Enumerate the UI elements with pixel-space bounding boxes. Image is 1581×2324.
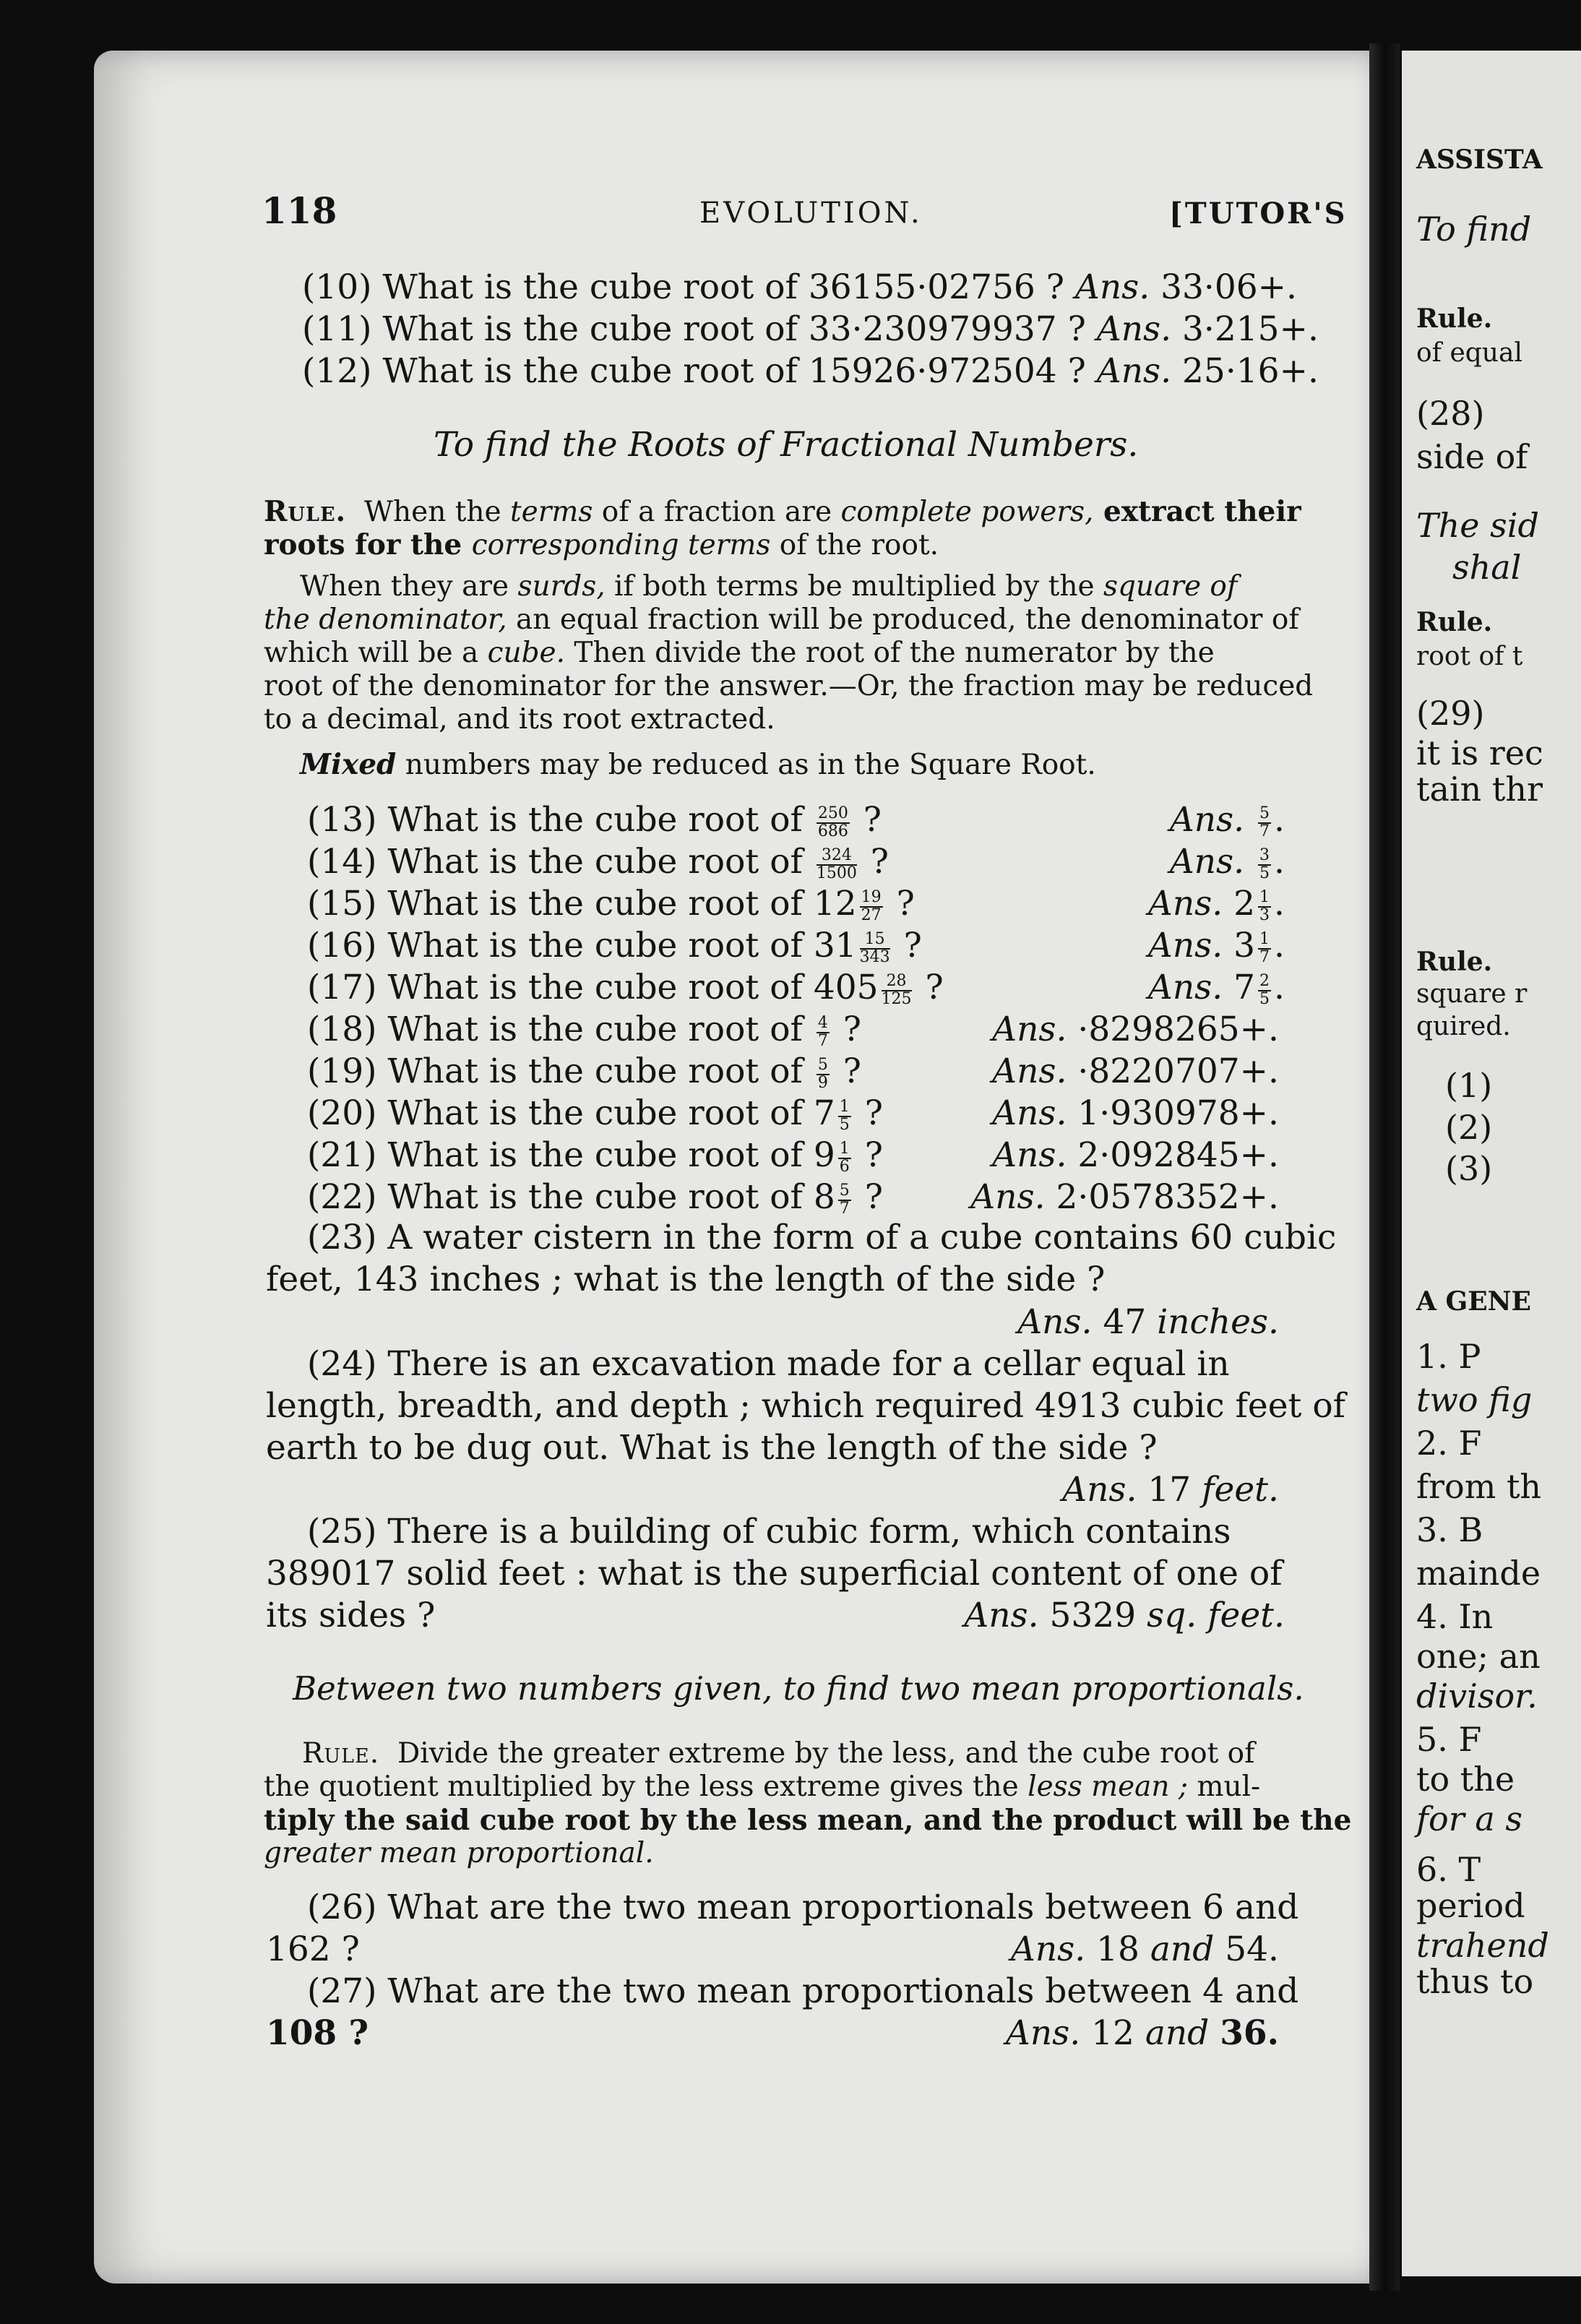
rule2-line-1: Rule. Divide the greater extreme by the less, and the cube root of [302, 1737, 1255, 1770]
problem-row: (16) What is the cube root of 31 $\frac{15}{343}$ ? [307, 926, 922, 966]
rule2-line-2: the quotient multiplied by the less extreme gives the less mean ; mul- [264, 1770, 1261, 1803]
right-page-line: for a s [1416, 1799, 1522, 1838]
answer: Ans. 1·930978+. [992, 1093, 1279, 1133]
right-page-line: thus to [1416, 1962, 1534, 2001]
right-page-line: Rule. [1416, 947, 1493, 977]
right-page-line: it is rec [1416, 733, 1543, 772]
answer: Ans. 2 $\frac{1}{3}$ . [1147, 884, 1285, 924]
problem-24-answer: Ans. 17 feet. [1062, 1470, 1279, 1510]
right-page-line: from th [1416, 1467, 1542, 1506]
book-page-right-cropped [1402, 51, 1581, 2276]
fraction: $\frac{1}{6}$ [839, 1139, 850, 1176]
rule2-line-3: tiply the said cube root by the less mean, and the product will be the [264, 1804, 1352, 1837]
right-page-line: quired. [1416, 1012, 1511, 1041]
fraction: $\frac{324}{1500}$ [816, 845, 857, 882]
section-title-mean-proportionals: Between two numbers given, to find two mean proportionals. [293, 1669, 1304, 1708]
fraction: $\frac{28}{125}$ [881, 971, 912, 1008]
fraction: $\frac{5}{7}$ [839, 1181, 850, 1218]
running-title: EVOLUTION. [699, 197, 923, 230]
paragraph-line: When they are surds, if both terms be multiplied by the square of [300, 570, 1238, 603]
right-page-line: side of [1416, 437, 1528, 476]
paragraph-line: root of the denominator for the answer.—Or, the fraction may be reduced [264, 670, 1314, 702]
right-page-line: (29) [1416, 694, 1485, 733]
problem-23-line-1: (23) A water cistern in the form of a cube contains 60 cubic [307, 1218, 1337, 1257]
problem-row: (22) What is the cube root of 8 $\frac{5}{7}$ ? [307, 1177, 883, 1218]
fraction: $\frac{2}{5}$ [1259, 971, 1270, 1008]
rule2-line-4: greater mean proportional. [264, 1837, 654, 1869]
right-page-line: square r [1416, 979, 1528, 1009]
fraction: $\frac{5}{7}$ [1259, 804, 1270, 840]
rule-line-2: roots for the corresponding terms of the root. [264, 528, 939, 561]
right-page-line: divisor. [1416, 1677, 1538, 1716]
problem-24-line-1: (24) There is an excavation made for a cellar equal in [307, 1344, 1230, 1384]
right-page-line: 1. P [1416, 1337, 1481, 1376]
problem-23-line-2: feet, 143 inches ; what is the length of the side ? [266, 1260, 1106, 1299]
problem-23-answer: Ans. 47 inches. [1017, 1302, 1279, 1342]
problem-27-line-2: 108 ? [266, 2013, 369, 2053]
right-page-line: The sid [1416, 506, 1539, 545]
problem-row: (20) What is the cube root of 7 $\frac{1}{5}$ ? [307, 1093, 883, 1134]
right-page-line: two fig [1416, 1380, 1533, 1419]
problem-row: (10) What is the cube root of 36155·02756 ? Ans. 33·06+. [302, 267, 1297, 307]
right-page-line: (3) [1445, 1149, 1493, 1188]
right-page-line: mainde [1416, 1554, 1541, 1593]
fraction: $\frac{1}{5}$ [839, 1097, 850, 1134]
answer: Ans. 2·092845+. [992, 1135, 1279, 1175]
paragraph-line: which will be a cube. Then divide the root of the numerator by the [264, 637, 1215, 669]
right-page-line: tain thr [1416, 770, 1543, 809]
problem-row: (19) What is the cube root of $\frac{5}{9}$ ? [307, 1051, 861, 1092]
fraction: $\frac{1}{3}$ [1259, 887, 1270, 924]
page-number: 118 [262, 189, 337, 232]
right-page-line: A GENE [1416, 1286, 1531, 1317]
problem-25-line-1: (25) There is a building of cubic form, which contains [307, 1512, 1231, 1552]
answer: Ans. 2·0578352+. [970, 1177, 1279, 1217]
problem-25-line-3: its sides ? [266, 1596, 436, 1635]
problem-24-line-3: earth to be dug out. What is the length of the side ? [266, 1428, 1158, 1468]
problem-27-line-1: (27) What are the two mean proportionals between 4 and [307, 1971, 1299, 2011]
problem-row: (18) What is the cube root of $\frac{4}{7}$ ? [307, 1010, 861, 1050]
problem-27-answer: Ans. 12 and 36. [1005, 2013, 1279, 2053]
fraction: $\frac{19}{27}$ [861, 887, 882, 924]
right-page-line: shal [1452, 548, 1522, 587]
fraction: $\frac{15}{343}$ [859, 929, 890, 966]
right-page-line: 4. In [1416, 1597, 1494, 1636]
right-page-line: to the [1416, 1760, 1515, 1799]
answer: Ans. ·8220707+. [992, 1051, 1279, 1091]
answer: Ans. $\frac{5}{7}$ . [1169, 800, 1285, 840]
problem-24-line-2: length, breadth, and depth ; which required 4913 cubic feet of [266, 1386, 1346, 1426]
right-page-line: one; an [1416, 1637, 1541, 1676]
problem-row: (14) What is the cube root of $\frac{324}{1500}$ ? [307, 842, 889, 882]
running-head-right: [TUTOR'S [1169, 197, 1348, 231]
rule-label: Rule. [264, 495, 347, 528]
problem-26-line-1: (26) What are the two mean proportionals between 6 and [307, 1888, 1299, 1927]
paragraph-line: to a decimal, and its root extracted. [264, 703, 775, 736]
right-page-line: of equal [1416, 338, 1522, 368]
section-title-fractional-roots: To find the Roots of Fractional Numbers. [434, 425, 1139, 465]
right-page-line: trahend [1416, 1926, 1549, 1965]
problem-row: (17) What is the cube root of 405 $\frac{28}{125}$ ? [307, 968, 944, 1008]
fraction: $\frac{4}{7}$ [817, 1013, 828, 1050]
answer: Ans. 7 $\frac{2}{5}$ . [1147, 968, 1285, 1008]
answer: Ans. 3 $\frac{1}{7}$ . [1147, 926, 1285, 966]
right-page-line: (2) [1445, 1108, 1493, 1147]
fraction: $\frac{250}{686}$ [817, 804, 848, 840]
right-page-line: period [1416, 1886, 1525, 1925]
right-page-line: 3. B [1416, 1510, 1483, 1549]
problem-row: (11) What is the cube root of 33·230979937 ? Ans. 3·215+. [302, 309, 1319, 349]
right-page-line: 2. F [1416, 1424, 1482, 1463]
problem-row: (13) What is the cube root of $\frac{250}{686}$ ? [307, 800, 882, 840]
fraction: $\frac{5}{9}$ [817, 1055, 828, 1092]
problem-26-line-2: 162 ? [266, 1929, 360, 1969]
right-page-line: ASSISTA [1416, 145, 1543, 175]
problem-25-line-2: 389017 solid feet : what is the superficial content of one of [266, 1554, 1283, 1593]
paragraph-line: the denominator, an equal fraction will be produced, the denominator of [264, 603, 1299, 636]
fraction: $\frac{3}{5}$ [1259, 845, 1270, 882]
rule2-label: Rule. [302, 1737, 380, 1770]
fraction: $\frac{1}{7}$ [1259, 929, 1270, 966]
right-page-line: root of t [1416, 642, 1523, 671]
mixed-numbers-note: Mixed numbers may be reduced as in the Square Root. [300, 748, 1096, 781]
problem-row: (15) What is the cube root of 12 $\frac{19}{27}$ ? [307, 884, 915, 924]
right-page-line: 6. T [1416, 1850, 1481, 1889]
right-page-line: (1) [1445, 1066, 1493, 1105]
right-page-line: To find [1416, 210, 1532, 249]
answer: Ans. $\frac{3}{5}$ . [1169, 842, 1285, 882]
right-page-line: Rule. [1416, 607, 1493, 637]
right-page-line: (28) [1416, 394, 1485, 433]
problem-25-answer: Ans. 5329 sq. feet. [964, 1596, 1285, 1635]
right-page-line: 5. F [1416, 1720, 1482, 1759]
book-gutter [1369, 43, 1400, 2291]
problem-26-answer: Ans. 18 and 54. [1010, 1929, 1279, 1969]
problem-row: (12) What is the cube root of 15926·972504 ? Ans. 25·16+. [302, 351, 1319, 391]
rule-line-1: Rule. When the terms of a fraction are complete powers, extract their [264, 495, 1301, 528]
right-page-line: Rule. [1416, 304, 1493, 334]
problem-row: (21) What is the cube root of 9 $\frac{1}{6}$ ? [307, 1135, 883, 1176]
answer: Ans. ·8298265+. [992, 1010, 1279, 1049]
